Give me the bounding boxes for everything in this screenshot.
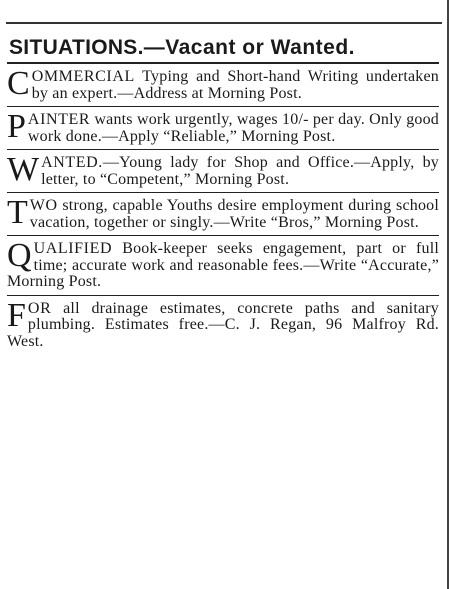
ad-painter	[7, 107, 439, 149]
drop-cap: T	[7, 194, 28, 231]
heading-vacant-or-wanted: —Vacant or Wanted.	[143, 36, 356, 59]
ad-body: wants work urgently, wages 10/- per day. Only good work done.—Apply “Reliable,” Morning Post.	[27, 111, 439, 145]
ad-lead: WO	[29, 197, 58, 214]
ad-two-youths	[7, 193, 439, 235]
ad-lead: ANTED.	[41, 154, 103, 171]
column-border-right	[447, 0, 449, 589]
classifieds-column	[7, 34, 439, 354]
section-heading	[7, 34, 439, 62]
ad-drainage	[7, 296, 439, 355]
ad-wanted	[7, 150, 439, 192]
ad-body: —Young lady for Shop and Office.—Apply, by letter, to “Competent,” Morning Post.	[41, 154, 439, 188]
ad-commercial	[7, 64, 439, 106]
drop-cap: P	[7, 108, 26, 145]
column-border-top	[6, 22, 442, 24]
ad-lead: AINTER	[27, 111, 91, 128]
drop-cap: C	[7, 65, 30, 102]
ad-qualified	[7, 236, 439, 295]
ad-lead: OMMERCIAL	[31, 68, 135, 85]
drop-cap: F	[7, 296, 26, 334]
ad-body: all drainage estimates, concrete paths and sanitary plumbing. Estimates free.—C. J. Regan, 96 Malfroy Rd. West.	[7, 299, 439, 350]
drop-cap: Q	[7, 237, 32, 274]
ad-lead: OR	[27, 299, 52, 317]
heading-situations: SITUATIONS.	[9, 36, 144, 59]
ad-body: strong, capable Youths desire employment during school vacation, together or singly.—Write “Bros,” Morning Post.	[29, 197, 439, 231]
ad-body: Typing and Short-hand Writing undertaken by an expert.—Address at Morning Post.	[31, 68, 439, 102]
ad-body: Book-keeper seeks engagement, part or full time; accurate work and reasonable fees.—Write “Accurate,” Morning Post.	[7, 240, 439, 290]
ad-lead: UALIFIED	[33, 240, 113, 257]
drop-cap: W	[7, 151, 40, 188]
